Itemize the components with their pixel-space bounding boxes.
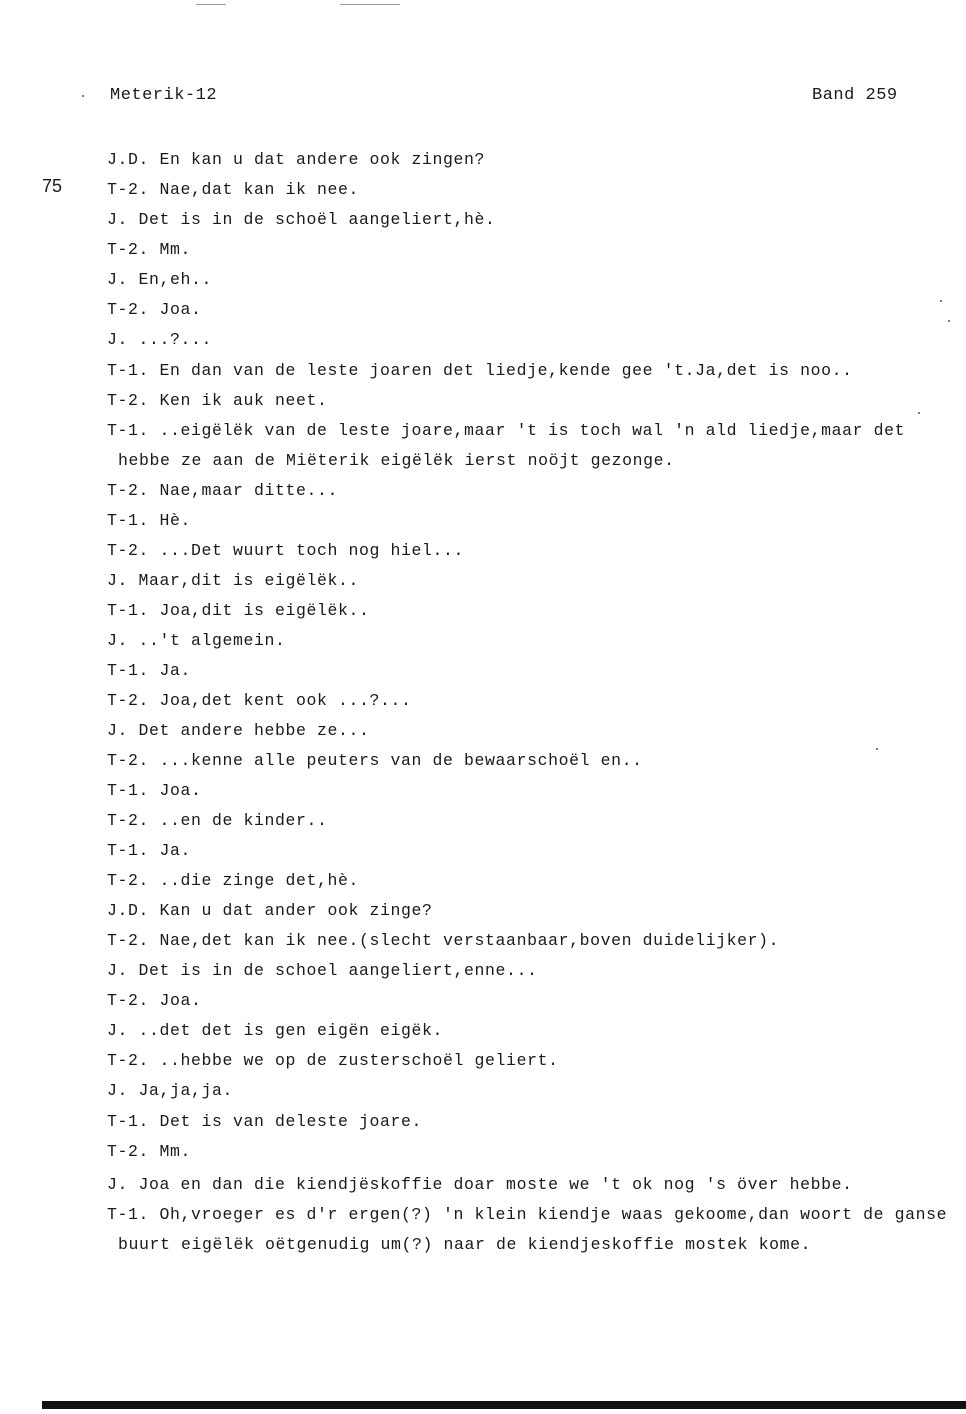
transcript-line: T-2. ...Det wuurt toch nog hiel...	[107, 541, 465, 560]
transcript-line: T-2. Nae,det kan ik nee.(slecht verstaanbaar,boven duidelijker).	[107, 931, 780, 950]
transcript-line: T-2. ..en de kinder..	[107, 811, 328, 830]
transcript-line: T-2. Joa.	[107, 300, 202, 319]
transcript-line: T-2. ...kenne alle peuters van de bewaarschoël en..	[107, 751, 643, 770]
scan-mark	[196, 4, 226, 5]
transcript-line: T-1. Ja.	[107, 661, 192, 680]
transcript-line: T-2. Nae,dat kan ik nee.	[107, 180, 360, 199]
transcript-line: T-1. Det is van deleste joare.	[107, 1112, 423, 1131]
transcript-line: T-2. Joa,det kent ook ...?...	[107, 691, 412, 710]
scan-speck	[948, 320, 950, 322]
transcript-line: J. Joa en dan die kiendjëskoffie doar moste we 't ok nog 's över hebbe.	[107, 1175, 853, 1194]
transcript-line: J.D. En kan u dat andere ook zingen?	[107, 150, 486, 169]
transcript-line-continuation: hebbe ze aan de Miëterik eigëlëk ierst noöjt gezonge.	[118, 451, 675, 470]
transcript-line: J. Det is in de schoel aangeliert,enne...	[107, 961, 538, 980]
header-band-number: Band 259	[812, 86, 898, 105]
scan-speck	[918, 412, 920, 414]
transcript-line: T-2. ..hebbe we op de zusterschoël geliert.	[107, 1051, 559, 1070]
transcript-line: T-1. Ja.	[107, 841, 192, 860]
transcript-line: J. En,eh..	[107, 270, 213, 289]
transcript-line: J. ..'t algemein.	[107, 631, 286, 650]
scan-speck	[876, 748, 878, 750]
transcript-line: T-1. Oh,vroeger es d'r ergen(?) 'n klein kiendje waas gekoome,dan woort de ganse	[107, 1205, 948, 1224]
transcript-line: J. ..det det is gen eigën eigëk.	[107, 1021, 444, 1040]
transcript-line: J. ...?...	[107, 330, 213, 349]
page-bottom-rule	[42, 1401, 966, 1409]
transcript-line: J. Ja,ja,ja.	[107, 1081, 234, 1100]
transcript-line-continuation: buurt eigëlëk oëtgenudig um(?) naar de kiendjeskoffie mostek kome.	[118, 1235, 812, 1254]
transcript-line: J. Det andere hebbe ze...	[107, 721, 370, 740]
transcript-line: T-1. En dan van de leste joaren det liedje,kende gee 't.Ja,det is noo..	[107, 361, 853, 380]
transcript-line: J. Maar,dit is eigëlëk..	[107, 571, 360, 590]
transcript-line: J. Det is in de schoël aangeliert,hè.	[107, 210, 496, 229]
transcript-line: T-1. ..eigëlëk van de leste joare,maar 't is toch wal 'n ald liedje,maar det	[107, 421, 906, 440]
transcript-line: T-1. Joa.	[107, 781, 202, 800]
scan-mark	[340, 4, 400, 5]
scan-speck	[82, 95, 84, 97]
transcript-line: T-1. Hè.	[107, 511, 192, 530]
margin-counter-note: 75	[42, 176, 63, 196]
transcript-line: T-2. ..die zinge det,hè.	[107, 871, 360, 890]
transcript-line: T-2. Mm.	[107, 1142, 192, 1161]
transcript-line: T-2. Nae,maar ditte...	[107, 481, 339, 500]
scan-speck	[940, 300, 942, 302]
transcript-line: T-2. Mm.	[107, 240, 192, 259]
header-document-id: Meterik-12	[110, 86, 218, 105]
transcript-line: T-2. Ken ik auk neet.	[107, 391, 328, 410]
transcript-line: J.D. Kan u dat ander ook zinge?	[107, 901, 433, 920]
transcript-line: T-1. Joa,dit is eigëlëk..	[107, 601, 370, 620]
transcript-line: T-2. Joa.	[107, 991, 202, 1010]
